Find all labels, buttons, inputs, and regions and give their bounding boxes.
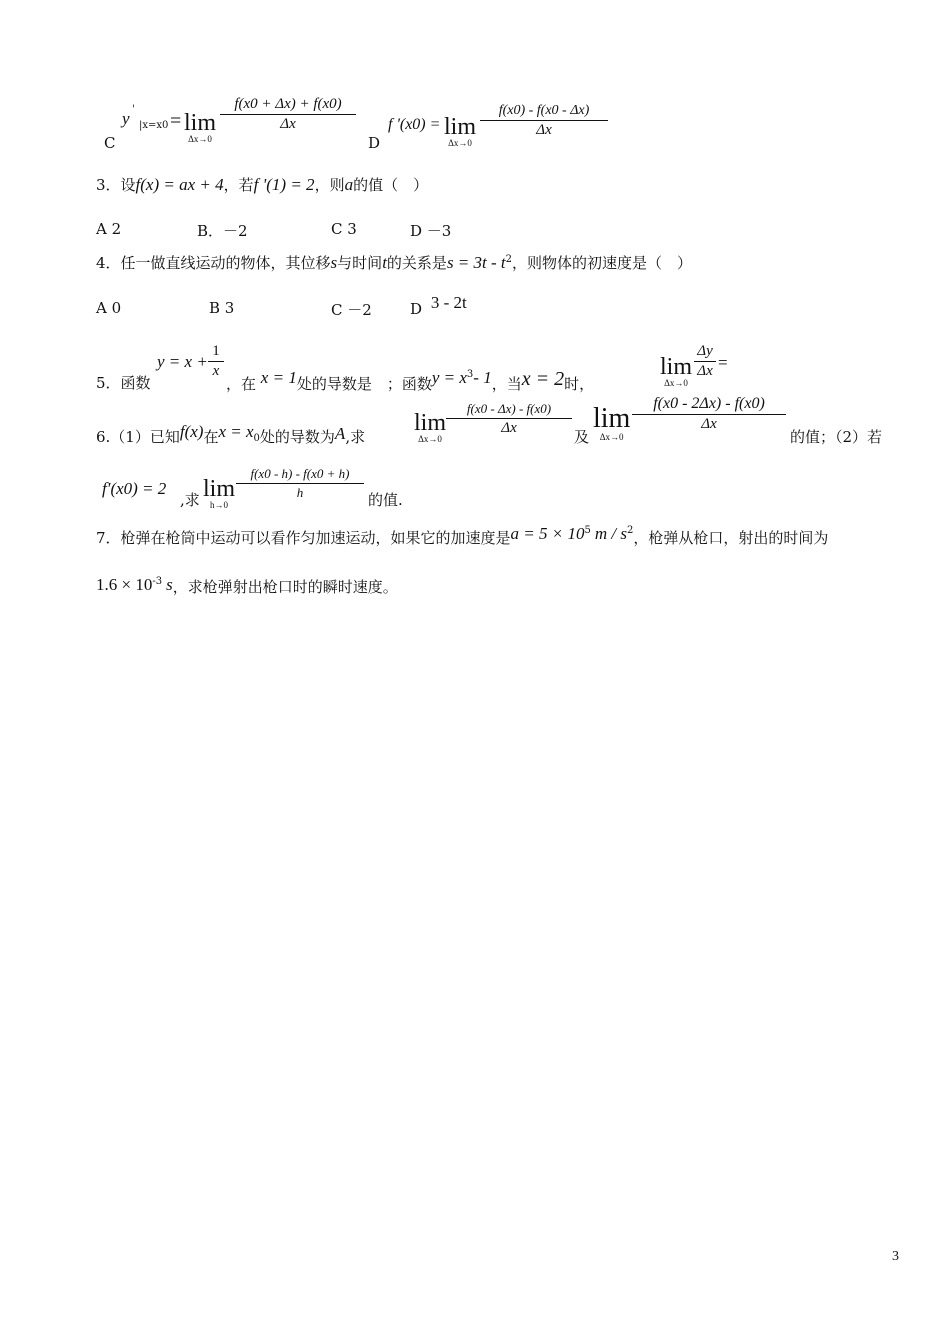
question-4-option-d: D 3 - 2t <box>410 293 467 318</box>
question-5-function: y = x + <box>157 352 208 371</box>
question-3-option-d: D －3 <box>410 222 452 240</box>
option-c-prime: ' <box>132 104 135 115</box>
question-6-limit-3: lim h→0 <box>203 476 236 510</box>
question-6-tail: 的值. <box>368 491 403 509</box>
option-d-lhs: f '(x0) = <box>388 116 441 133</box>
question-4-stem: 4．任一做直线运动的物体，其位移s与时间t的关系是$s = 3t - t^2$，则物体的初速度是（ ） <box>96 253 693 272</box>
question-3-option-c: C 3 <box>331 220 357 238</box>
question-5-equals: = <box>718 353 728 372</box>
question-7-line-2: $1.6 \times 10^{-3}$ s，求枪弹射出枪口时的瞬时速度。 <box>96 575 398 596</box>
question-3-option-a: A 2 <box>96 220 122 238</box>
question-6-condition: f′(x0) = 2 <box>102 479 167 498</box>
question-4-option-c: C －2 <box>331 301 372 319</box>
question-6-and: 及 <box>574 428 590 446</box>
option-d-fraction: f(x0) - f(x0 - Δx) Δx <box>480 103 608 139</box>
question-6-stem: 6.（1）已知f(x)在$x = x_0$处的导数为A,求 <box>96 422 366 446</box>
option-d-limit: lim Δx→0 <box>444 114 477 148</box>
option-c-limit: lim Δx→0 <box>184 110 217 144</box>
question-3-stem: 3．设f(x) = ax + 4，若f '(1) = 2，则a的值（ ） <box>96 175 429 194</box>
question-6-limit-2: lim Δx→0 <box>593 403 631 442</box>
question-4-option-b: B 3 <box>209 299 235 317</box>
option-c-label: C <box>104 134 116 152</box>
question-5-text: ，在 x = 1处的导数是 ；函数$y = x^3-$ 1，当x = 2时， <box>226 368 595 393</box>
question-5-fraction: 1 x <box>208 343 224 380</box>
question-3-option-b: B．－2 <box>197 222 248 240</box>
option-c-fraction: f(x0 + Δx) + f(x0) Δx <box>220 96 356 133</box>
question-6-ask: ,求 <box>180 491 200 509</box>
option-c-lhs: y <box>122 109 130 128</box>
option-d-label: D <box>368 134 381 152</box>
option-c-subscript: |x=x0 <box>139 120 169 131</box>
option-c-equals: = <box>170 110 182 132</box>
question-6-fraction-2: f(x0 - 2Δx) - f(x0) Δx <box>632 395 786 433</box>
question-6-fraction-1: f(x0 - Δx) - f(x0) Δx <box>446 401 572 437</box>
question-5-label: 5．函数 <box>96 374 151 392</box>
question-6-fraction-3: f(x0 - h) - f(x0 + h) h <box>236 466 364 501</box>
question-7-stem: 7．枪弹在枪筒中运动可以看作匀加速运动，如果它的加速度是$a = 5 \times 10^5$ m / $s^2$，枪弹从枪口，射出的时间为 <box>96 524 829 547</box>
question-6-text-2: 的值；（2）若 <box>790 428 883 446</box>
question-6-limit-1: lim Δx→0 <box>414 410 447 444</box>
question-4-option-a: A 0 <box>96 299 122 317</box>
question-5-limit: lim Δx→0 <box>660 354 693 388</box>
question-5-ratio: Δy Δx <box>694 343 716 380</box>
page-number: 3 <box>892 1249 899 1264</box>
